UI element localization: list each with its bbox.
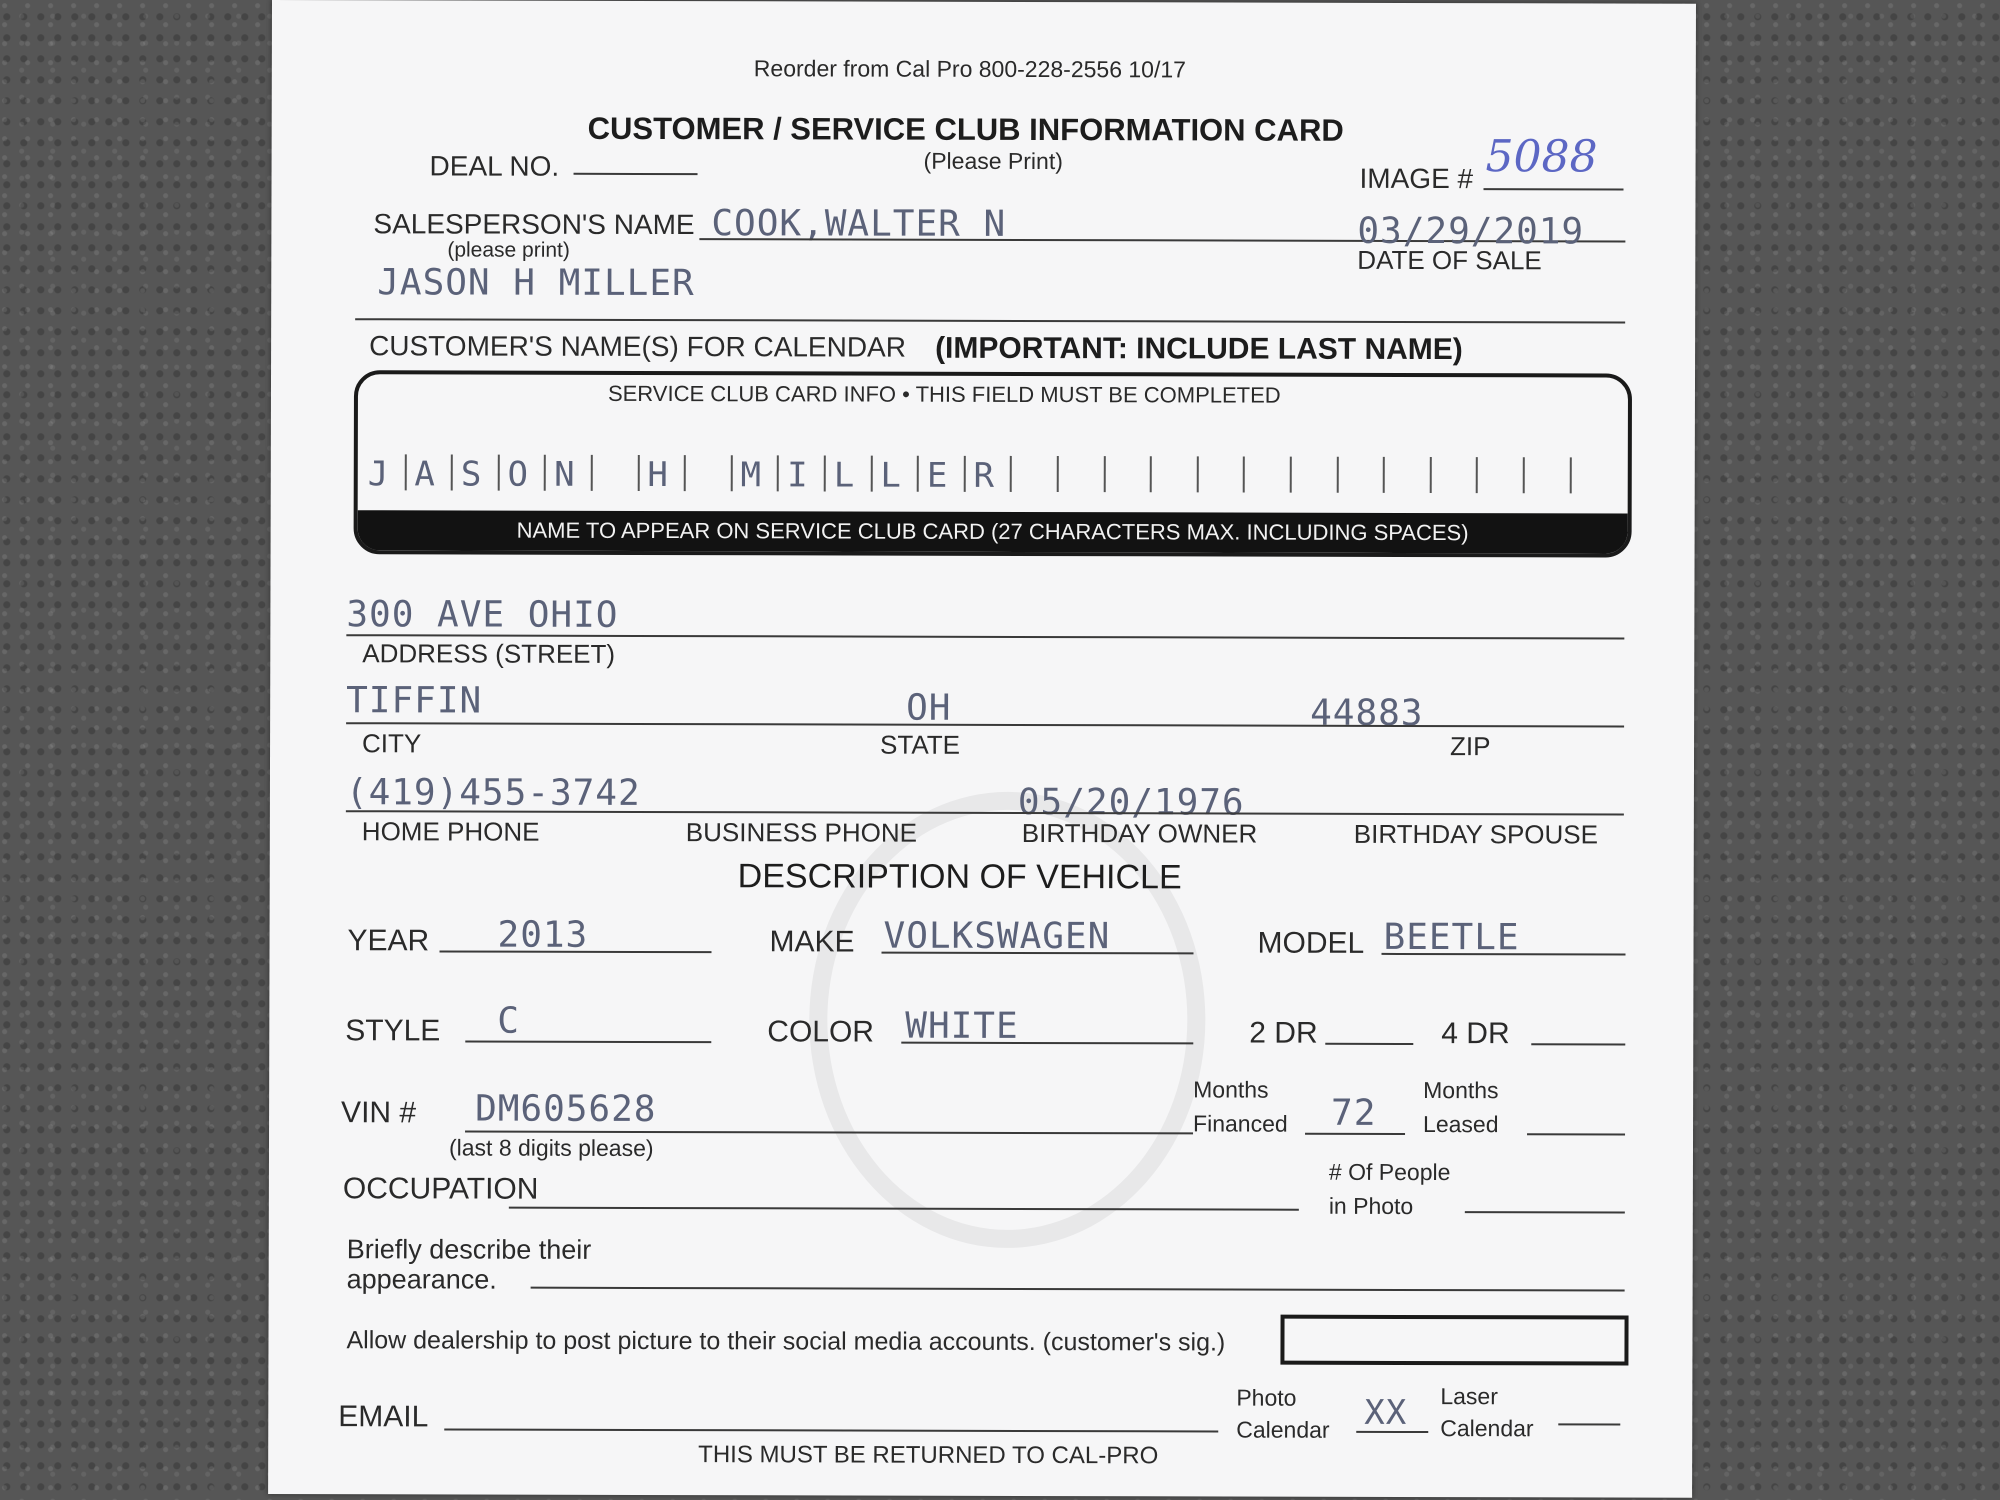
service-club-char-cell[interactable]: A bbox=[414, 454, 435, 495]
customer-signature-box[interactable] bbox=[1280, 1315, 1628, 1366]
people-in-photo-field[interactable] bbox=[1465, 1211, 1625, 1213]
customer-name-value: JASON H MILLER bbox=[377, 262, 695, 305]
cell-divider bbox=[404, 454, 406, 490]
describe-appearance-field[interactable] bbox=[531, 1287, 1625, 1292]
include-last-name-note: (IMPORTANT: INCLUDE LAST NAME) bbox=[935, 331, 1463, 367]
service-club-char-cell[interactable]: R bbox=[973, 455, 995, 496]
vin-hint: (last 8 digits please) bbox=[448, 1134, 654, 1162]
cell-divider bbox=[544, 455, 546, 491]
months-financed-label-1: Months bbox=[1193, 1076, 1269, 1103]
style-value: C bbox=[497, 1000, 521, 1042]
date-of-sale-label: DATE OF SALE bbox=[1357, 244, 1542, 276]
laser-calendar-label-1: Laser bbox=[1440, 1383, 1498, 1410]
model-label: MODEL bbox=[1257, 926, 1365, 960]
make-label: MAKE bbox=[769, 925, 855, 959]
make-value: VOLKSWAGEN bbox=[883, 915, 1111, 958]
year-field[interactable] bbox=[440, 950, 712, 953]
model-value: BEETLE bbox=[1383, 916, 1520, 959]
cell-divider bbox=[451, 454, 453, 490]
months-financed-field[interactable] bbox=[1305, 1133, 1405, 1135]
service-club-char-cell[interactable]: L bbox=[880, 455, 901, 496]
cell-divider bbox=[1197, 456, 1199, 492]
cell-divider bbox=[777, 455, 779, 491]
information-card bbox=[268, 0, 1696, 1498]
months-financed-value: 72 bbox=[1331, 1092, 1377, 1134]
email-label: EMAIL bbox=[338, 1400, 429, 1434]
city-state-zip-field[interactable] bbox=[346, 722, 1624, 727]
zip-value: 44883 bbox=[1310, 692, 1424, 735]
salesperson-name-value: COOK,WALTER N bbox=[711, 203, 1007, 245]
service-club-char-cell[interactable]: O bbox=[507, 454, 529, 495]
calendar-name-label: CUSTOMER'S NAME(S) FOR CALENDAR bbox=[369, 330, 907, 363]
service-club-char-cell[interactable]: H bbox=[647, 454, 668, 496]
city-value: TIFFIN bbox=[346, 680, 483, 722]
photo-calendar-field[interactable] bbox=[1356, 1431, 1428, 1433]
vin-label: VIN # bbox=[341, 1096, 417, 1130]
months-leased-label-1: Months bbox=[1423, 1077, 1499, 1104]
style-field[interactable] bbox=[465, 1041, 711, 1044]
service-club-header: SERVICE CLUB CARD INFO • THIS FIELD MUST BE COMPLETED bbox=[607, 380, 1281, 408]
street-value: 300 AVE OHIO bbox=[346, 594, 619, 636]
cell-divider bbox=[684, 455, 686, 491]
cell-divider bbox=[591, 455, 593, 491]
cell-divider bbox=[1569, 457, 1571, 493]
service-club-char-cell[interactable]: S bbox=[460, 454, 482, 495]
deal-no-label: DEAL NO. bbox=[429, 150, 560, 182]
year-label: YEAR bbox=[347, 924, 430, 958]
months-leased-field[interactable] bbox=[1527, 1133, 1625, 1135]
service-club-char-cell[interactable]: M bbox=[740, 455, 762, 496]
cell-divider bbox=[1290, 457, 1292, 493]
image-number-label: IMAGE # bbox=[1359, 162, 1474, 195]
two-door-field[interactable] bbox=[1325, 1043, 1413, 1045]
service-club-char-cell[interactable]: J bbox=[367, 454, 389, 495]
home-phone-value: (419)455-3742 bbox=[345, 772, 641, 814]
service-club-char-cell[interactable]: L bbox=[833, 455, 855, 496]
state-value: OH bbox=[906, 687, 952, 729]
photo-calendar-mark: XX bbox=[1364, 1392, 1408, 1433]
cell-divider bbox=[1523, 457, 1525, 493]
deal-no-field[interactable] bbox=[574, 173, 698, 175]
salesperson-label: SALESPERSON'S NAME bbox=[373, 208, 695, 241]
birthday-owner-value: 05/20/1976 bbox=[1017, 781, 1245, 824]
date-of-sale-value: 03/29/2019 bbox=[1357, 210, 1585, 253]
service-club-char-cell[interactable]: I bbox=[787, 455, 808, 496]
color-value: WHITE bbox=[905, 1005, 1019, 1047]
cell-divider bbox=[824, 455, 826, 491]
describe-label-1: Briefly describe their bbox=[346, 1234, 592, 1265]
describe-label-2: appearance. bbox=[346, 1264, 497, 1295]
vin-value: DM605628 bbox=[475, 1088, 657, 1131]
cell-divider bbox=[498, 455, 500, 491]
cell-divider bbox=[1336, 457, 1338, 493]
reorder-text: Reorder from Cal Pro 800-228-2556 10/17 bbox=[753, 55, 1186, 83]
cell-divider bbox=[917, 456, 919, 492]
service-club-char-cell[interactable]: E bbox=[926, 455, 948, 496]
four-door-field[interactable] bbox=[1531, 1043, 1625, 1045]
return-to-cal-pro-footer: THIS MUST BE RETURNED TO CAL-PRO bbox=[698, 1441, 1159, 1470]
state-label: STATE bbox=[880, 729, 961, 760]
cell-divider bbox=[1150, 456, 1152, 492]
image-number-field[interactable] bbox=[1484, 188, 1624, 190]
four-door-label: 4 DR bbox=[1441, 1017, 1510, 1051]
cell-divider bbox=[1057, 456, 1059, 492]
style-label: STYLE bbox=[345, 1014, 441, 1048]
please-print-note: (Please Print) bbox=[923, 147, 1063, 175]
city-label: CITY bbox=[362, 728, 422, 759]
street-label: ADDRESS (STREET) bbox=[362, 638, 616, 669]
email-field[interactable] bbox=[444, 1428, 1218, 1432]
cell-divider bbox=[1243, 457, 1245, 493]
cell-divider bbox=[964, 456, 966, 492]
birthday-owner-label: BIRTHDAY OWNER bbox=[1021, 817, 1258, 849]
year-value: 2013 bbox=[497, 914, 589, 956]
cell-divider bbox=[1476, 457, 1478, 493]
business-phone-label: BUSINESS PHONE bbox=[685, 817, 918, 848]
cell-divider bbox=[1010, 456, 1012, 492]
home-phone-label: HOME PHONE bbox=[361, 816, 540, 847]
image-number-value: 5088 bbox=[1485, 131, 1598, 183]
laser-calendar-label-2: Calendar bbox=[1440, 1415, 1534, 1442]
service-club-footer-bar: NAME TO APPEAR ON SERVICE CLUB CARD (27 CHARACTERS MAX. INCLUDING SPACES) bbox=[358, 510, 1628, 553]
cell-divider bbox=[1383, 457, 1385, 493]
months-leased-label-2: Leased bbox=[1423, 1111, 1499, 1138]
service-club-char-cell[interactable]: N bbox=[554, 454, 575, 495]
card-title: CUSTOMER / SERVICE CLUB INFORMATION CARD bbox=[587, 110, 1344, 148]
people-in-photo-label-2: in Photo bbox=[1328, 1192, 1414, 1219]
color-label: COLOR bbox=[767, 1015, 875, 1049]
photo-calendar-label-2: Calendar bbox=[1236, 1416, 1330, 1443]
cell-divider bbox=[870, 456, 872, 492]
vehicle-section-title: DESCRIPTION OF VEHICLE bbox=[737, 857, 1182, 897]
cell-divider bbox=[637, 455, 639, 491]
months-financed-label-2: Financed bbox=[1193, 1110, 1288, 1137]
salesperson-please-print: (please print) bbox=[447, 238, 570, 262]
customer-name-field[interactable] bbox=[355, 318, 1625, 323]
cell-divider bbox=[1430, 457, 1432, 493]
photo-calendar-label-1: Photo bbox=[1236, 1384, 1297, 1411]
birthday-spouse-label: BIRTHDAY SPOUSE bbox=[1353, 818, 1599, 850]
zip-label: ZIP bbox=[1450, 731, 1491, 762]
service-club-card-box bbox=[354, 370, 1632, 557]
laser-calendar-field[interactable] bbox=[1558, 1423, 1620, 1425]
two-door-label: 2 DR bbox=[1249, 1016, 1318, 1050]
social-media-consent-label: Allow dealership to post picture to their social media accounts. (customer's sig.) bbox=[346, 1326, 1226, 1357]
cell-divider bbox=[1103, 456, 1105, 492]
cell-divider bbox=[731, 455, 733, 491]
occupation-label: OCCUPATION bbox=[342, 1172, 539, 1206]
people-in-photo-label-1: # Of People bbox=[1328, 1158, 1451, 1186]
